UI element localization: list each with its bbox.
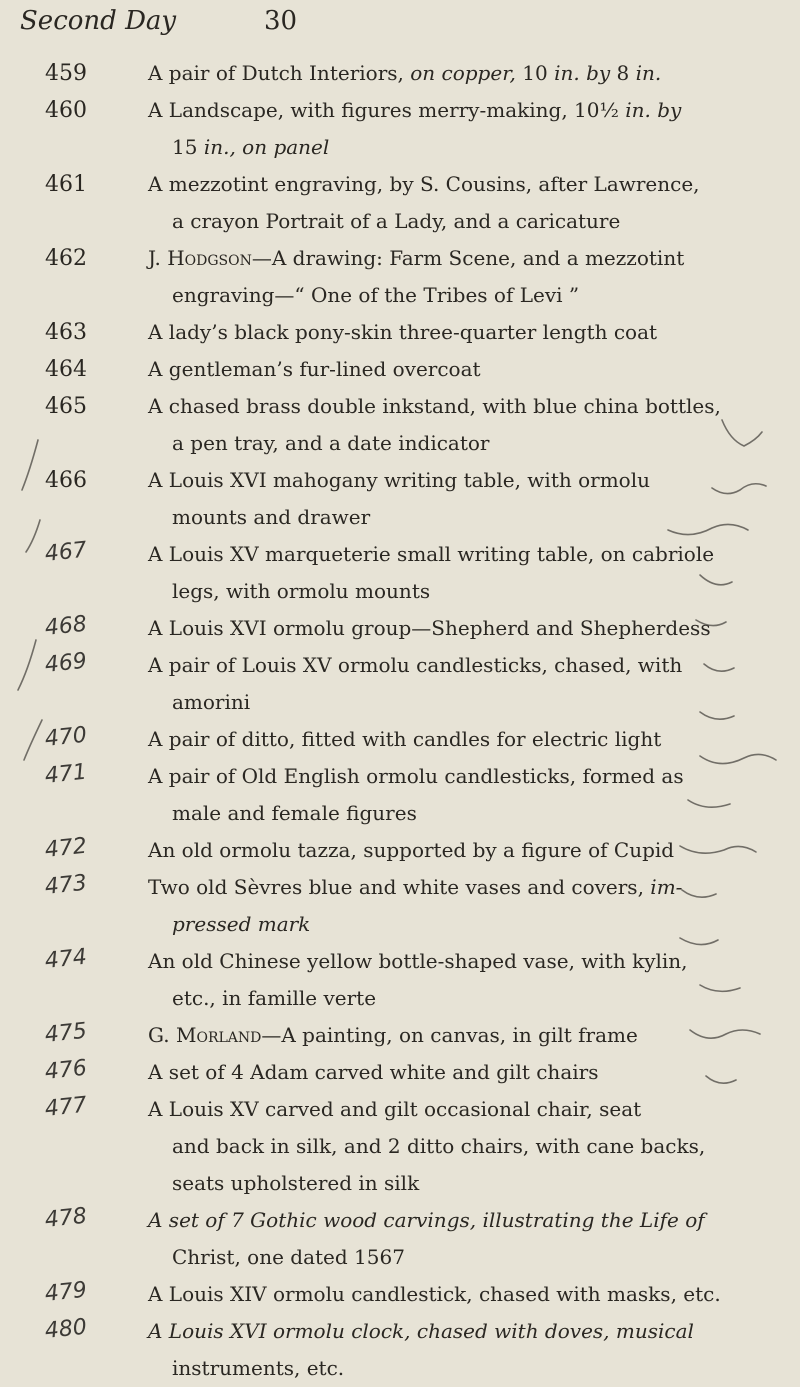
description-line <box>148 499 728 536</box>
lot-number: 479 <box>43 1277 89 1307</box>
text-segment: amorini <box>172 690 251 714</box>
text-segment: 8 <box>610 61 636 85</box>
text-segment: Christ, one dated 1567 <box>172 1245 405 1269</box>
lot-entry <box>0 610 800 647</box>
text-segment: pressed mark <box>172 912 311 936</box>
lot-entry <box>0 166 800 240</box>
lot-number: 467 <box>43 537 89 567</box>
page-header <box>20 6 780 46</box>
text-segment: A Louis XV marqueterie small writing table, on cabriole <box>148 542 715 566</box>
text-segment: A mezzotint engraving, by S. Cousins, after Lawrence, <box>148 172 700 196</box>
text-segment: a pen tray, and a date indicator <box>172 431 490 455</box>
description-line <box>148 610 728 647</box>
lot-entry <box>0 721 800 758</box>
lot-number: 476 <box>43 1055 89 1085</box>
lot-entry <box>0 351 800 388</box>
lot-number: 477 <box>43 1092 89 1122</box>
description-line <box>148 1350 728 1387</box>
lot-number: 475 <box>43 1018 89 1048</box>
lot-description <box>148 240 728 314</box>
lot-entry <box>0 1313 800 1387</box>
description-line <box>148 1165 728 1202</box>
lot-number: 466 <box>45 468 87 493</box>
description-line <box>148 573 728 610</box>
text-segment: Morland <box>175 1023 262 1047</box>
text-segment: A gentleman’s fur-lined overcoat <box>148 357 481 381</box>
description-line <box>148 980 728 1017</box>
description-line <box>148 1239 728 1276</box>
description-line <box>148 388 728 425</box>
lot-number: 480 <box>43 1314 89 1344</box>
lot-description <box>148 869 728 943</box>
description-line <box>148 314 728 351</box>
lot-entry <box>0 240 800 314</box>
lot-entry <box>0 462 800 536</box>
description-line <box>148 166 728 203</box>
text-segment: in., on panel <box>203 135 330 159</box>
text-segment: on copper, <box>410 61 516 85</box>
description-line <box>148 1128 728 1165</box>
lot-number: 472 <box>43 833 89 863</box>
description-line <box>148 869 728 906</box>
lot-number: 460 <box>45 98 87 123</box>
lot-number: 459 <box>45 61 87 86</box>
lot-description <box>148 1313 728 1387</box>
lot-description <box>148 314 728 351</box>
lot-entry <box>0 647 800 721</box>
lot-entry <box>0 536 800 610</box>
lot-number: 462 <box>45 246 87 271</box>
lot-description <box>148 351 728 388</box>
text-segment: A pair of Dutch Interiors, <box>148 61 411 85</box>
lot-description <box>148 647 728 721</box>
lot-description <box>148 536 728 610</box>
description-line <box>148 1091 728 1128</box>
lot-description <box>148 1017 728 1054</box>
text-segment: 15 <box>172 135 204 159</box>
lot-description <box>148 1054 728 1091</box>
lot-entry <box>0 1091 800 1202</box>
text-segment: in. by <box>625 98 682 122</box>
text-segment: in. by <box>554 61 611 85</box>
text-segment: male and female figures <box>172 801 417 825</box>
description-line <box>148 832 728 869</box>
lot-number: 473 <box>43 870 89 900</box>
lot-entry <box>0 1054 800 1091</box>
text-segment: im- <box>650 875 683 899</box>
description-line <box>148 351 728 388</box>
description-line <box>148 684 728 721</box>
description-line <box>148 129 728 166</box>
page-number: 30 <box>264 6 298 36</box>
lot-entry <box>0 758 800 832</box>
lot-description <box>148 462 728 536</box>
lot-entry <box>0 832 800 869</box>
lot-number: 471 <box>43 759 89 789</box>
description-line <box>148 721 728 758</box>
description-line <box>148 240 728 277</box>
text-segment: A set of 7 Gothic wood carvings, illustrating the Life of <box>148 1208 705 1232</box>
text-segment: instruments, etc. <box>172 1356 345 1380</box>
lot-number: 463 <box>45 320 87 345</box>
description-line <box>148 758 728 795</box>
text-segment: A Louis XIV ormolu candlestick, chased with masks, etc. <box>148 1282 721 1306</box>
lot-description <box>148 388 728 462</box>
lot-entry <box>0 314 800 351</box>
text-segment: A pair of ditto, fitted with candles for electric light <box>148 727 662 751</box>
text-segment: 10 <box>515 61 555 85</box>
description-line <box>148 277 728 314</box>
description-line <box>148 647 728 684</box>
text-segment: etc., in famille verte <box>172 986 377 1010</box>
text-segment: A Louis XVI ormolu clock, chased with doves, musical <box>148 1319 694 1343</box>
lot-description <box>148 610 728 647</box>
lot-number: 478 <box>43 1203 89 1233</box>
text-segment: A Louis XVI ormolu group—Shepherd and Shepherdess <box>148 616 711 640</box>
lot-description <box>148 1091 728 1202</box>
lot-entry <box>0 388 800 462</box>
text-segment: G. <box>148 1023 176 1047</box>
lot-description <box>148 943 728 1017</box>
lot-description <box>148 721 728 758</box>
lot-description <box>148 758 728 832</box>
lot-description <box>148 1276 728 1313</box>
description-line <box>148 1202 728 1239</box>
lot-entry <box>0 92 800 166</box>
description-line <box>148 1313 728 1350</box>
text-segment: seats upholstered in silk <box>172 1171 420 1195</box>
lot-description <box>148 55 728 92</box>
text-segment: —A drawing: Farm Scene, and a mezzotint <box>251 246 685 270</box>
description-line <box>148 462 728 499</box>
lot-entry <box>0 1202 800 1276</box>
description-line <box>148 425 728 462</box>
lot-description <box>148 1202 728 1276</box>
lot-entry <box>0 55 800 92</box>
text-segment: J. <box>148 246 168 270</box>
text-segment: A Louis XVI mahogany writing table, with ormolu <box>148 468 650 492</box>
text-segment: in. <box>635 61 662 85</box>
text-segment: Hodgson <box>167 246 252 270</box>
text-segment: A pair of Louis XV ormolu candlesticks, chased, with <box>148 653 683 677</box>
text-segment: A Louis XV carved and gilt occasional chair, seat <box>148 1097 642 1121</box>
lot-entry <box>0 869 800 943</box>
lot-description <box>148 832 728 869</box>
lot-number: 464 <box>45 357 87 382</box>
description-line <box>148 1276 728 1313</box>
text-segment: An old ormolu tazza, supported by a figure of Cupid <box>148 838 675 862</box>
lot-description <box>148 92 728 166</box>
description-line <box>148 92 728 129</box>
description-line <box>148 536 728 573</box>
text-segment: a crayon Portrait of a Lady, and a caricature <box>172 209 621 233</box>
description-line <box>148 906 728 943</box>
description-line <box>148 795 728 832</box>
text-segment: legs, with ormolu mounts <box>172 579 431 603</box>
description-line <box>148 203 728 240</box>
text-segment: A lady’s black pony-skin three-quarter length coat <box>148 320 658 344</box>
section-title: Second Day <box>20 6 177 36</box>
lot-number: 469 <box>43 648 89 678</box>
lot-number: 468 <box>43 611 89 641</box>
lot-entry <box>0 1017 800 1054</box>
description-line <box>148 1054 728 1091</box>
lot-entry <box>0 1276 800 1313</box>
description-line <box>148 55 728 92</box>
text-segment: engraving—“ One of the Tribes of Levi ” <box>172 283 580 307</box>
lot-number: 461 <box>45 172 87 197</box>
lot-number: 465 <box>45 394 87 419</box>
lot-entry <box>0 943 800 1017</box>
lot-description <box>148 166 728 240</box>
text-segment: A Landscape, with figures merry-making, 10½ <box>148 98 626 122</box>
text-segment: and back in silk, and 2 ditto chairs, with cane backs, <box>172 1134 706 1158</box>
lot-number: 474 <box>43 944 89 974</box>
text-segment: mounts and drawer <box>172 505 371 529</box>
description-line <box>148 943 728 980</box>
text-segment: A set of 4 Adam carved white and gilt chairs <box>148 1060 599 1084</box>
text-segment: —A painting, on canvas, in gilt frame <box>261 1023 638 1047</box>
lot-number: 470 <box>43 722 89 752</box>
lot-list <box>0 55 800 1387</box>
text-segment: A pair of Old English ormolu candlesticks, formed as <box>148 764 684 788</box>
description-line <box>148 1017 728 1054</box>
text-segment: A chased brass double inkstand, with blue china bottles, <box>148 394 721 418</box>
text-segment: An old Chinese yellow bottle-shaped vase, with kylin, <box>148 949 688 973</box>
text-segment: Two old Sèvres blue and white vases and covers, <box>148 875 651 899</box>
